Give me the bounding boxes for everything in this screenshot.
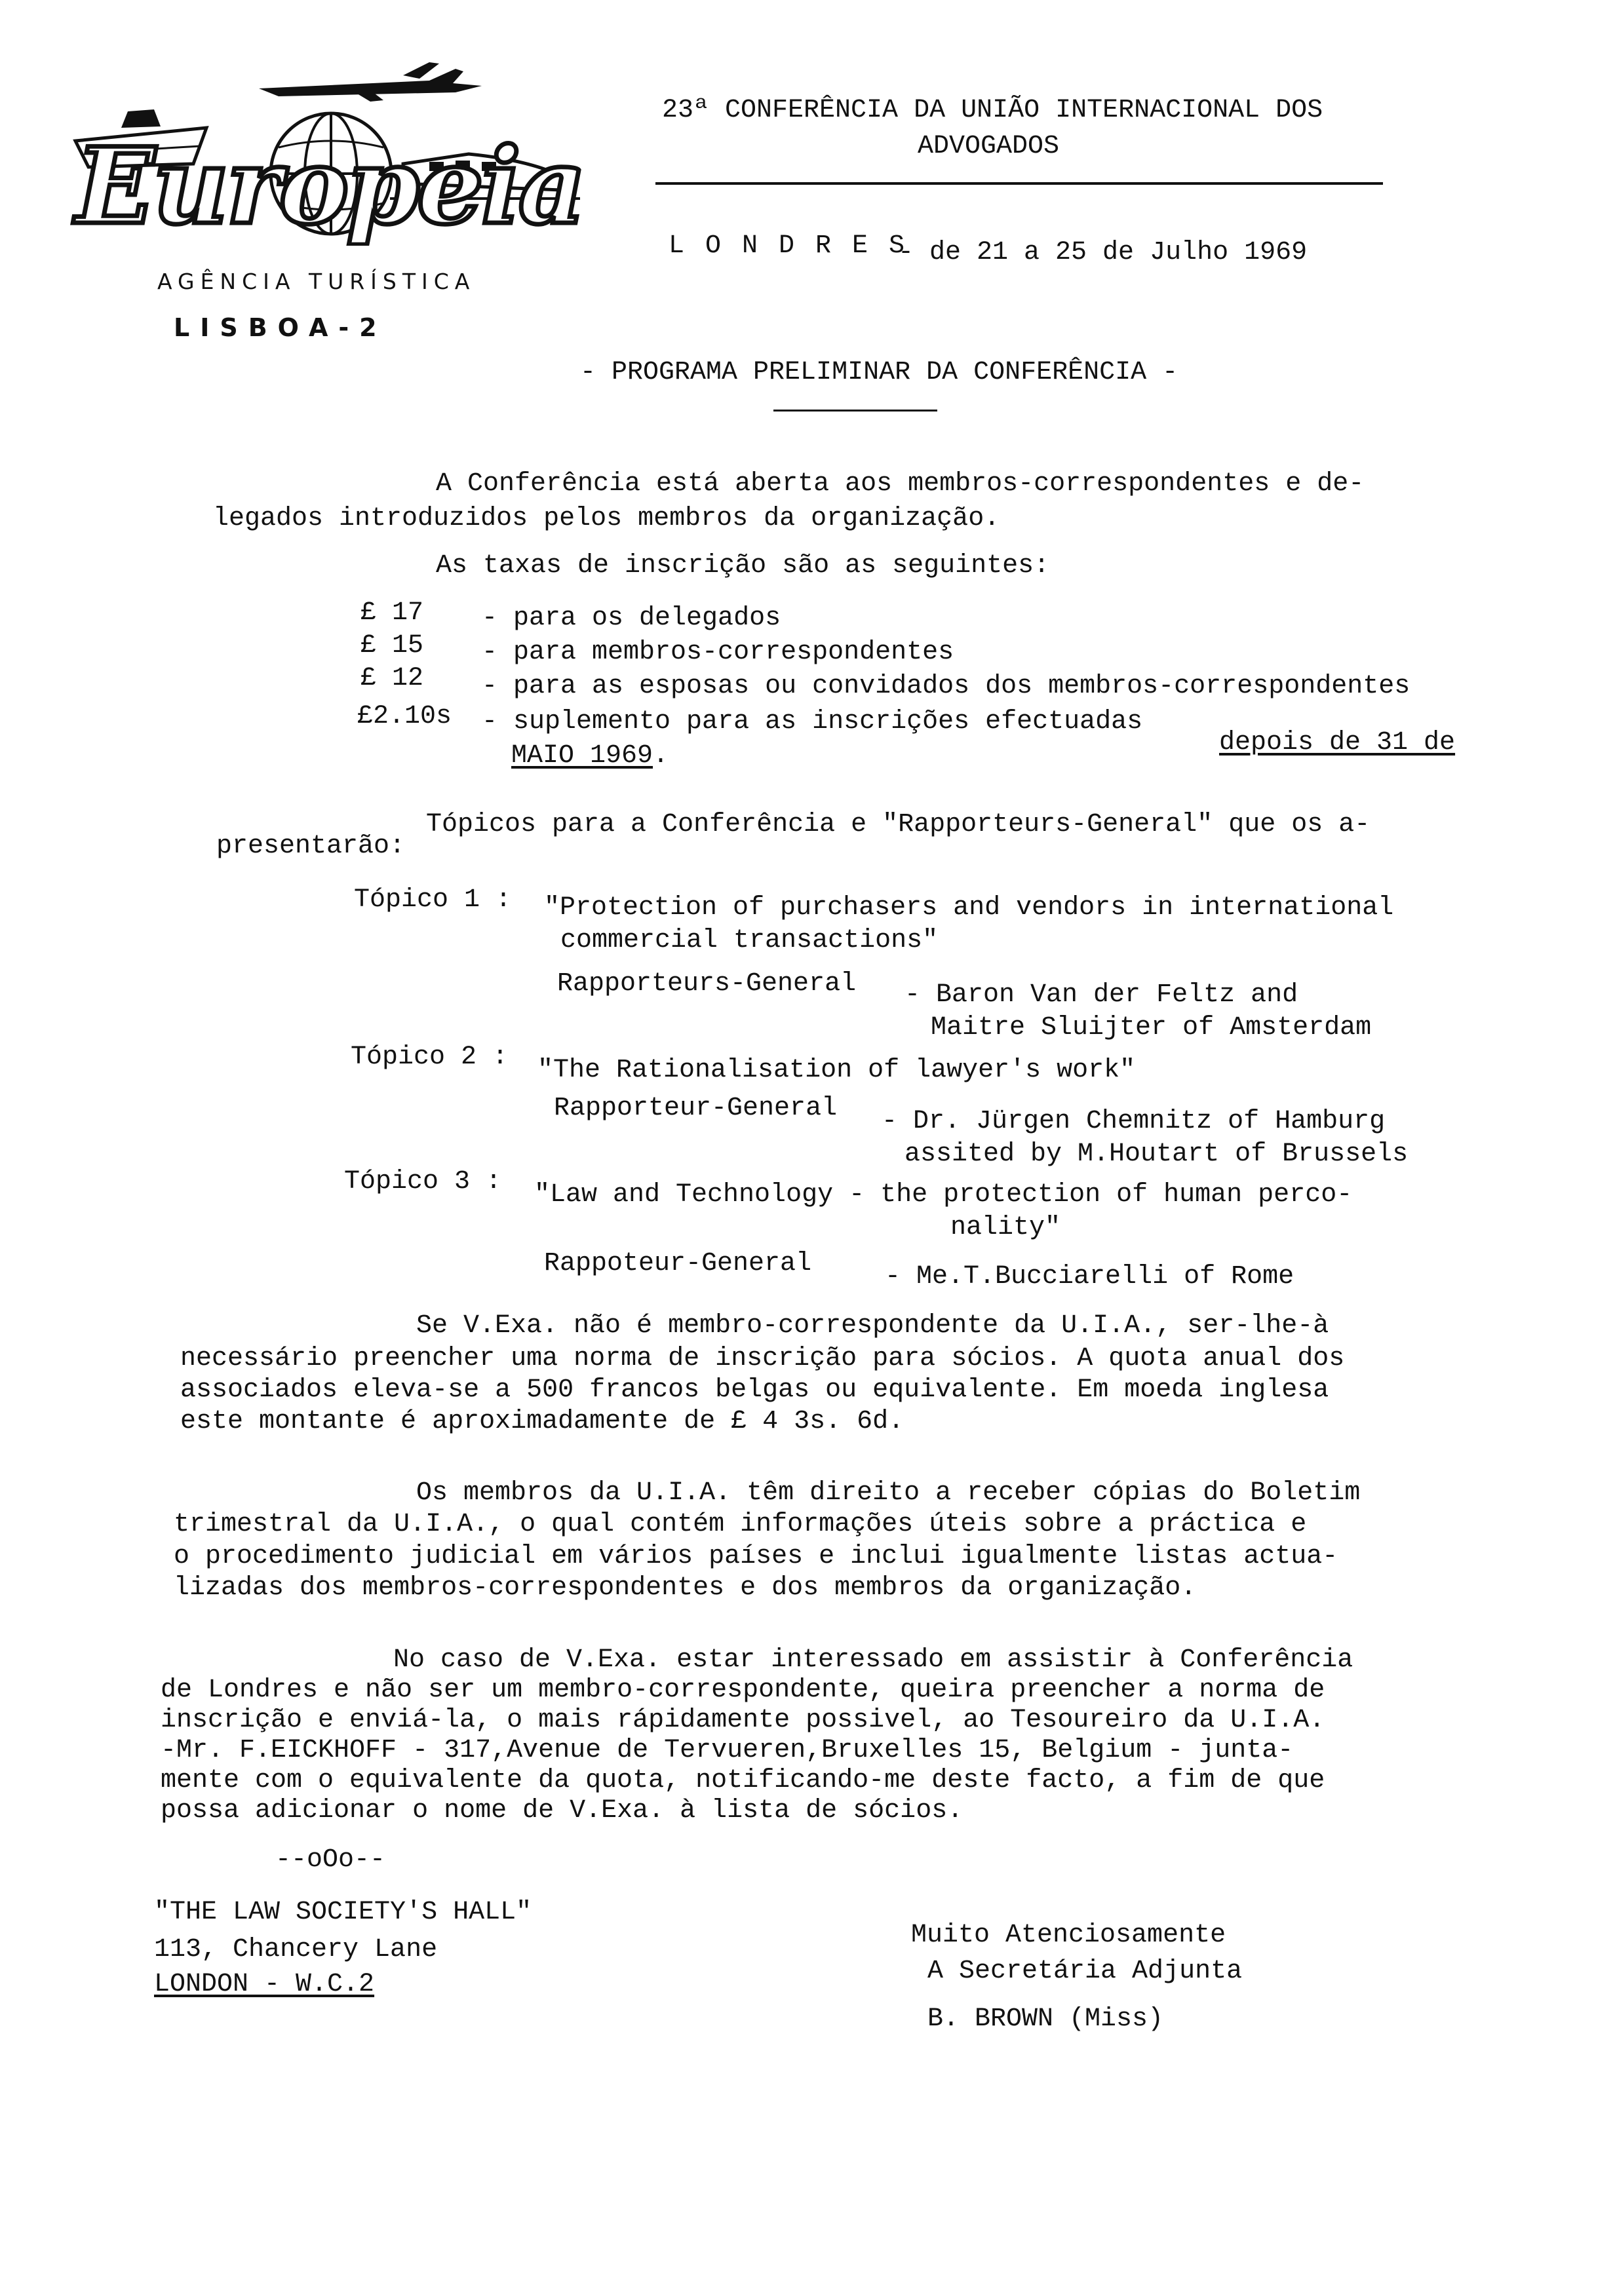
fee-desc: - para membros-correspondentes [482,638,954,667]
paragraph-line: inscrição e enviá-la, o mais rápidamente possivel, ao Tesoureiro da U.I.A. [161,1706,1325,1735]
topic-role: Rapporteurs-General [557,969,857,999]
section-divider: --oOo-- [275,1845,386,1875]
paragraph-line: trimestral da U.I.A., o qual contém informações úteis sobre a práctica e [174,1510,1307,1539]
logo-wordmark: Europeia [75,124,584,246]
agency-city: LISBOA-2 [174,313,387,342]
fee-amount: £ 15 [360,631,424,660]
topic-title: nality" [950,1213,1061,1242]
paragraph-line: este montante é aproximadamente de £ 4 3s. 6d. [180,1407,905,1436]
signatory-name: B. BROWN (Miss) [927,2004,1164,2034]
fee-desc: - para as esposas ou convidados dos membros-correspondentes [482,672,1411,701]
topic-rapporteur: - Me.T.Bucciarelli of Rome [885,1262,1294,1292]
conference-title-line2: ADVOGADOS [918,132,1060,161]
agency-name: AGÊNCIA TURÍSTICA [157,269,476,294]
topics-intro-line2: presentarão: [216,832,406,861]
closing: Muito Atenciosamente [911,1921,1226,1950]
topic-label: Tópico 3 : [344,1167,502,1196]
topic-role: Rapporteur-General [554,1094,838,1123]
intro-line1: A Conferência está aberta aos membros-correspondentes e de- [436,469,1365,499]
paragraph-line: No caso de V.Exa. estar interessado em assistir à Conferência [393,1645,1353,1675]
fee-desc: - suplemento para as inscrições efectuadas [482,707,1143,737]
fee-desc: - para os delegados [482,603,781,633]
title-underline [773,410,937,411]
header-rule [655,182,1383,185]
page-title: - PROGRAMA PRELIMINAR DA CONFERÊNCIA - [580,358,1178,387]
topic-role: Rappoteur-General [544,1249,812,1278]
paragraph-line: associados eleva-se a 500 francos belgas ou equivalente. Em moeda inglesa [180,1375,1329,1405]
paragraph-line: possa adicionar o nome de V.Exa. à lista de sócios. [161,1796,963,1826]
topic-rapporteur: Maitre Sluijter of Amsterdam [931,1013,1372,1043]
topics-intro-line1: Tópicos para a Conferência e "Rapporteurs-General" que os a- [426,810,1371,839]
airplane-icon [259,62,482,102]
topic-title: commercial transactions" [560,926,939,955]
topic-label: Tópico 1 : [354,885,512,915]
topic-title: "Protection of purchasers and vendors in international [544,893,1394,923]
topic-title: "Law and Technology - the protection of human perco- [534,1180,1353,1210]
paragraph-line: lizadas dos membros-correspondentes e dos membros da organização. [174,1573,1197,1603]
topic-title: "The Rationalisation of lawyer's work" [537,1056,1136,1085]
topic-label: Tópico 2 : [351,1043,509,1072]
europeia-logo [62,49,587,246]
venue-name: "THE LAW SOCIETY'S HALL" [154,1898,532,1927]
paragraph-line: Se V.Exa. não é membro-correspondente da U.I.A., ser-lhe-à [416,1311,1329,1341]
conference-location: L O N D R E S [669,231,908,261]
paragraph-line: o procedimento judicial em vários países e inclui igualmente listas actua- [174,1542,1338,1571]
fee-amount: £ 12 [360,664,424,693]
paragraph-line: de Londres e não ser um membro-correspondente, queira preencher a norma de [161,1675,1325,1705]
intro-line2: legados introduzidos pelos membros da organização. [213,504,1000,533]
fee-deadline-date: depois de 31 de [1219,728,1456,757]
fee-amount: £ 17 [360,598,424,628]
paragraph-line: necessário preencher uma norma de inscrição para sócios. A quota anual dos [180,1344,1345,1373]
paragraph-line: Os membros da U.I.A. têm direito a receber cópias do Boletim [416,1478,1361,1508]
topic-rapporteur: - Dr. Jürgen Chemnitz of Hamburg [882,1107,1386,1136]
conference-dates: - de 21 a 25 de Julho 1969 [898,238,1308,267]
conference-title-line1: 23ª CONFERÊNCIA DA UNIÃO INTERNACIONAL DOS [662,96,1323,125]
paragraph-line: -Mr. F.EICKHOFF - 317,Avenue de Tervueren,Bruxelles 15, Belgium - junta- [161,1736,1294,1765]
venue-city: LONDON - W.C.2 [154,1970,375,1999]
fee-deadline-period: . [653,741,669,771]
paragraph-line: mente com o equivalente da quota, notificando-me deste facto, a fim de que [161,1766,1325,1795]
fees-intro: As taxas de inscrição são as seguintes: [436,551,1050,581]
venue-street: 113, Chancery Lane [154,1935,438,1964]
fee-amount: £2.10s [357,702,452,731]
topic-rapporteur: assited by M.Houtart of Brussels [905,1139,1409,1169]
signatory-role: A Secretária Adjunta [927,1957,1243,1986]
fee-deadline-month: MAIO 1969 [511,741,653,771]
topic-rapporteur: - Baron Van der Feltz and [905,980,1298,1010]
